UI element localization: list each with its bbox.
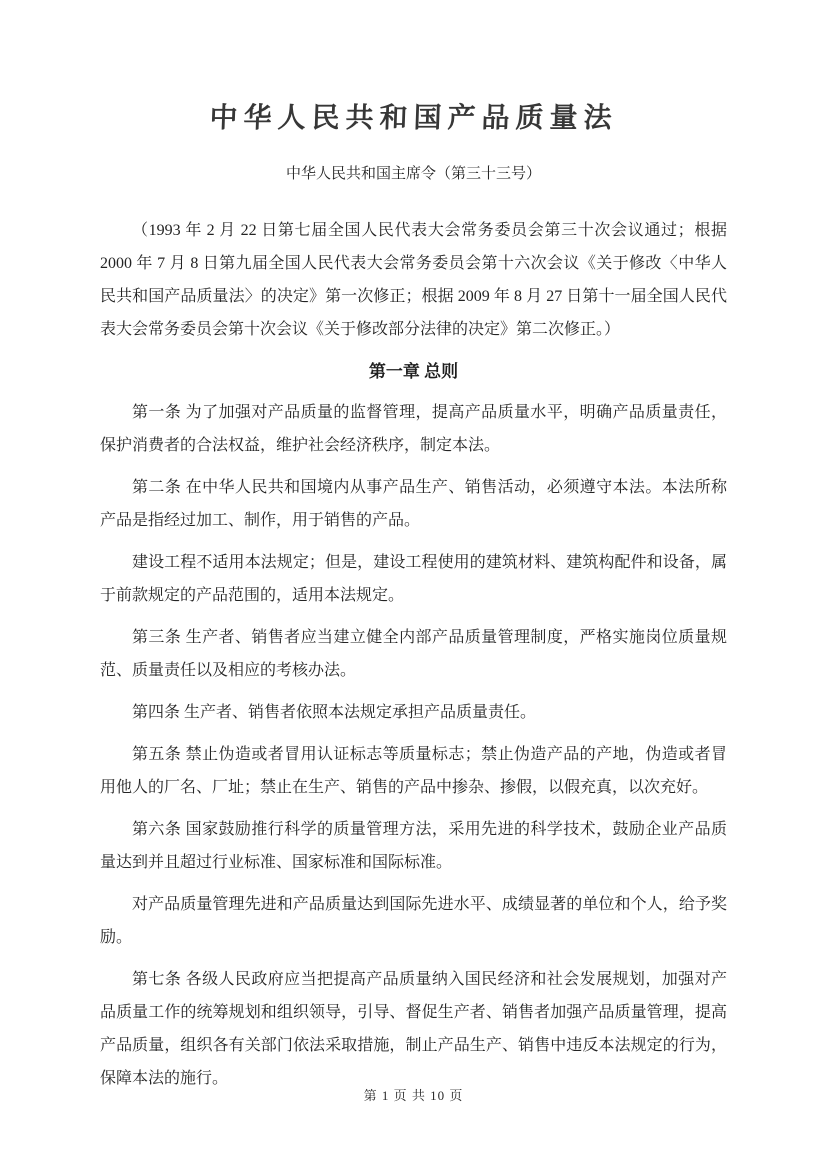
preamble-paragraph: （1993 年 2 月 22 日第七届全国人民代表大会常务委员会第三十次会议通过；根据 2000 年 7 月 8 日第九届全国人民代表大会常务委员会第十六次会议《关于修改〈中华人民共和国产品质量法〉的决定》第一次修正；根据 2009 年 8 月 27 日第十一届全国人民代表大会常务委员会第十次会议《关于修改部分法律的决定》第二次修正。） xyxy=(100,222,727,338)
document-content xyxy=(100,0,727,1095)
article-3-paragraph: 第三条 生产者、销售者应当建立健全内部产品质量管理制度，严格实施岗位质量规范、质量责任以及相应的考核办法。 xyxy=(100,629,727,679)
article-5-paragraph: 第五条 禁止伪造或者冒用认证标志等质量标志；禁止伪造产品的产地，伪造或者冒用他人的厂名、厂址；禁止在生产、销售的产品中掺杂、掺假，以假充真，以次充好。 xyxy=(100,746,727,796)
article-6-paragraph: 第六条 国家鼓励推行科学的质量管理方法，采用先进的科学技术，鼓励企业产品质量达到并且超过行业标准、国家标准和国际标准。 xyxy=(100,821,727,871)
article-paragraphs xyxy=(100,396,727,1095)
document-title: 中华人民共和国产品质量法 xyxy=(208,103,619,134)
page-number-footer: 第 1 页 共 10 页 xyxy=(363,1088,464,1103)
article-2-continuation-paragraph: 建设工程不适用本法规定；但是，建设工程使用的建筑材料、建筑构配件和设备，属于前款规定的产品范围的，适用本法规定。 xyxy=(100,554,727,604)
document-subtitle: 中华人民共和国主席令（第三十三号） xyxy=(285,166,541,182)
article-7-paragraph: 第七条 各级人民政府应当把提高产品质量纳入国民经济和社会发展规划，加强对产品质量工作的统筹规划和组织领导，引导、督促生产者、销售者加强产品质量管理，提高产品质量，组织各有关部门依法采取措施，制止产品生产、销售中违反本法规定的行为，保障本法的施行。 xyxy=(100,971,727,1087)
article-1-paragraph: 第一条 为了加强对产品质量的监督管理，提高产品质量水平，明确产品质量责任，保护消费者的合法权益，维护社会经济秩序，制定本法。 xyxy=(100,404,727,454)
article-4-paragraph: 第四条 生产者、销售者依照本法规定承担产品质量责任。 xyxy=(132,704,537,721)
article-2-paragraph: 第二条 在中华人民共和国境内从事产品生产、销售活动，必须遵守本法。本法所称产品是指经过加工、制作，用于销售的产品。 xyxy=(100,479,727,529)
article-6-continuation-paragraph: 对产品质量管理先进和产品质量达到国际先进水平、成绩显著的单位和个人，给予奖励。 xyxy=(100,896,727,946)
chapter-heading: 第一章 总则 xyxy=(368,362,459,381)
